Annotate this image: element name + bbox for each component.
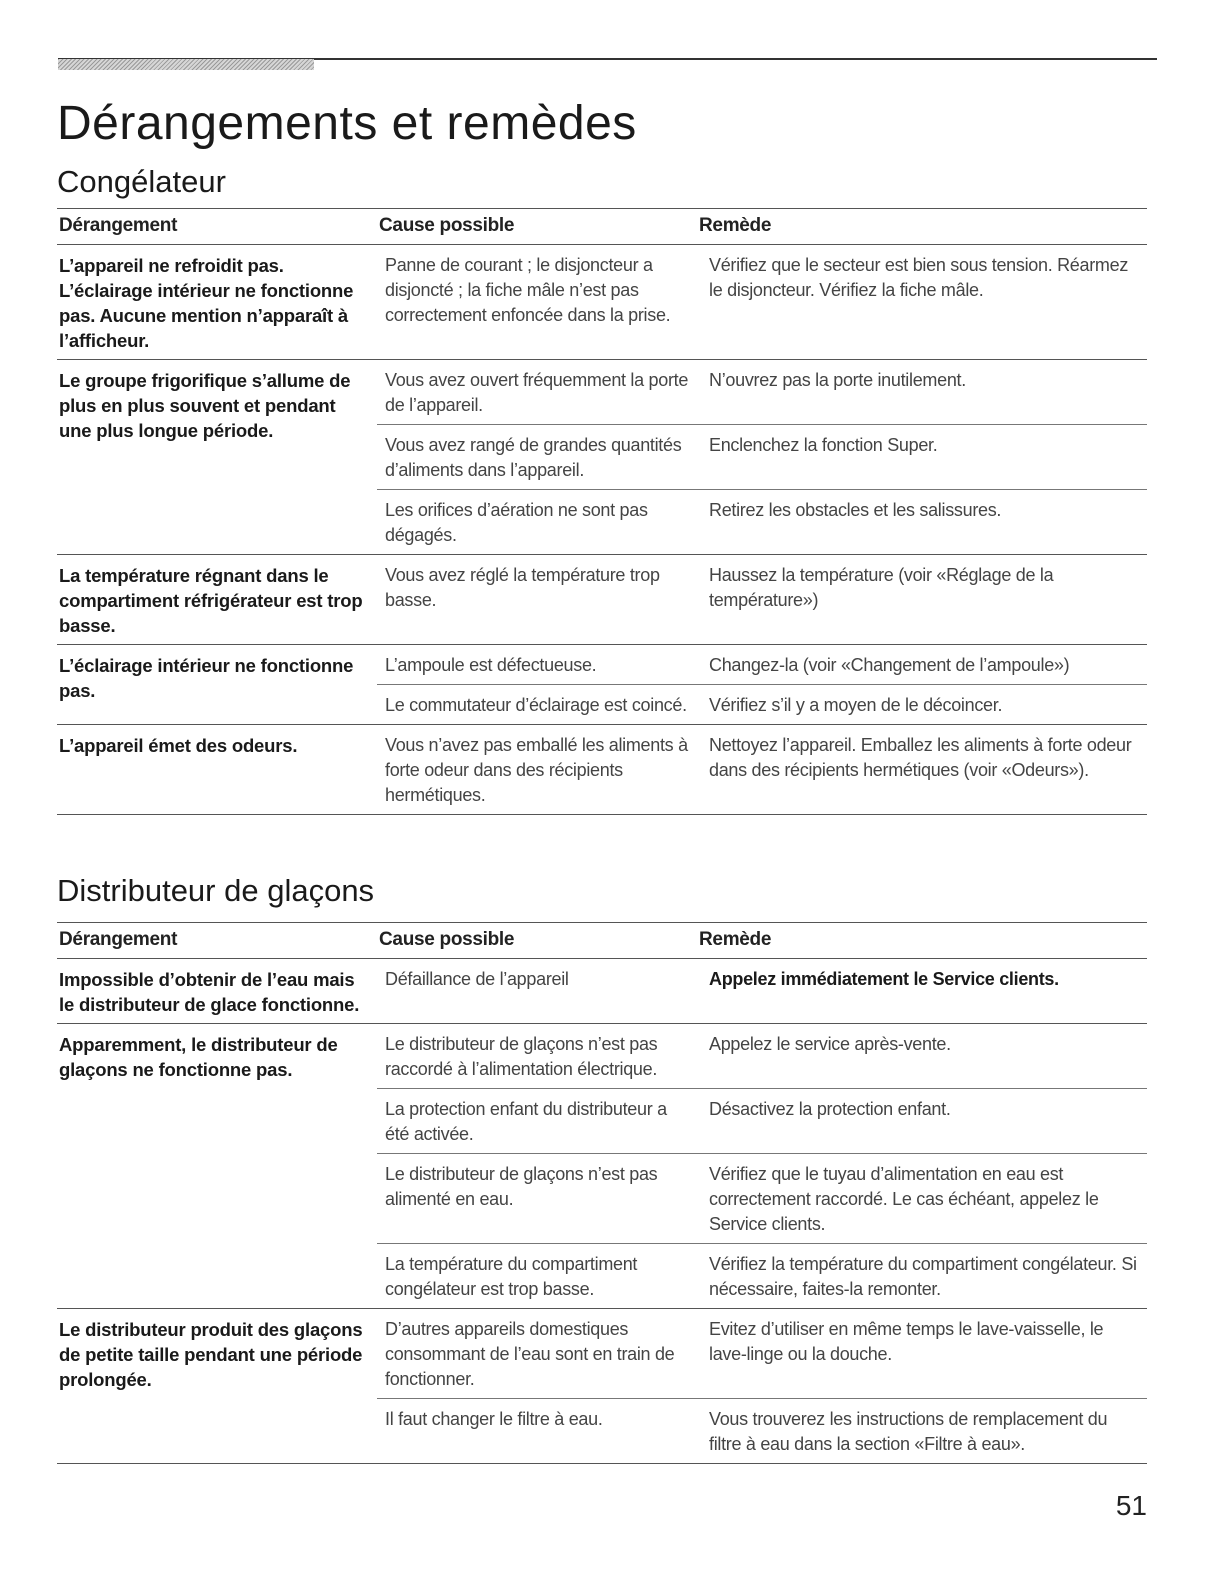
- table-row: [377, 725, 1147, 814]
- remedy-cell: Appelez le service après-vente.: [709, 1034, 951, 1054]
- cause-remedy-list: [377, 555, 1147, 644]
- cause-cell: Il faut changer le filtre à eau.: [385, 1409, 603, 1429]
- cause-cell: La température du compartiment congélateur est trop basse.: [385, 1254, 638, 1299]
- problem-label: Le groupe frigorifique s’allume de plus en plus souvent et pendant une plus longue période.: [59, 370, 351, 441]
- cause-cell: Panne de courant ; le disjoncteur a disjoncté ; la fiche mâle n’est pas correctement enfoncée dans la prise.: [385, 255, 671, 325]
- remedy-cell: Retirez les obstacles et les salissures.: [709, 500, 1002, 520]
- problem-group: [57, 555, 1147, 645]
- cause-cell: L’ampoule est défectueuse.: [385, 655, 597, 675]
- remedy-cell: Désactivez la protection enfant.: [709, 1099, 951, 1119]
- table-row: [377, 1024, 1147, 1088]
- cause-remedy-list: [377, 245, 1147, 359]
- column-header-remede: Remède: [699, 215, 772, 236]
- problem-label: Apparemment, le distributeur de glaçons ne fonctionne pas.: [59, 1034, 338, 1080]
- remedy-cell: Vous trouverez les instructions de remplacement du filtre à eau dans la section «Filtre à eau».: [709, 1409, 1108, 1454]
- column-header-derangement: Dérangement: [59, 929, 178, 950]
- cause-cell: La protection enfant du distributeur a été activée.: [385, 1099, 667, 1144]
- remedy-cell: Enclenchez la fonction Super.: [709, 435, 938, 455]
- problem-group: [57, 245, 1147, 360]
- problem-label: Le distributeur produit des glaçons de petite taille pendant une période prolongée.: [59, 1319, 363, 1390]
- table-row: [377, 360, 1147, 424]
- problem-label: L’appareil ne refroidit pas. L’éclairage intérieur ne fonctionne pas. Aucune mention n’apparaît à l’afficheur.: [59, 255, 354, 351]
- header-hatch-bar: [58, 59, 314, 70]
- table-row: [377, 645, 1147, 684]
- troubleshooting-table-congelateur: [57, 208, 1147, 815]
- remedy-cell: Haussez la température (voir «Réglage de la température»): [709, 565, 1054, 610]
- problem-group: [57, 1024, 1147, 1309]
- table-body: [57, 245, 1147, 815]
- table-row: [377, 424, 1147, 489]
- problem-label: L’appareil émet des odeurs.: [59, 735, 298, 756]
- cause-cell: Vous avez ouvert fréquemment la porte de l’appareil.: [385, 370, 689, 415]
- remedy-cell: Vérifiez que le tuyau d’alimentation en eau est correctement raccordé. Le cas échéant, appelez le Service clients.: [709, 1164, 1099, 1234]
- problem-label: Impossible d’obtenir de l’eau mais le distributeur de glace fonctionne.: [59, 969, 360, 1015]
- column-header-cause: Cause possible: [379, 929, 515, 950]
- remedy-cell: N’ouvrez pas la porte inutilement.: [709, 370, 966, 390]
- table-row: [377, 1153, 1147, 1243]
- column-header-cause: Cause possible: [379, 215, 515, 236]
- remedy-cell: Vérifiez que le secteur est bien sous tension. Réarmez le disjoncteur. Vérifiez la fiche mâle.: [709, 255, 1129, 300]
- problem-group: [57, 959, 1147, 1024]
- cause-remedy-list: [377, 360, 1147, 554]
- remedy-cell: Vérifiez s’il y a moyen de le décoincer.: [709, 695, 1003, 715]
- problem-group: [57, 1309, 1147, 1464]
- table-row: [377, 1309, 1147, 1398]
- column-header-derangement: Dérangement: [59, 215, 178, 236]
- remedy-cell: Appelez immédiatement le Service clients.: [709, 969, 1059, 989]
- cause-cell: Vous n’avez pas emballé les aliments à forte odeur dans des récipients hermétiques.: [385, 735, 688, 805]
- remedy-cell: Nettoyez l’appareil. Emballez les aliments à forte odeur dans des récipients hermétiques (voir «Odeurs»).: [709, 735, 1132, 780]
- cause-remedy-list: [377, 725, 1147, 814]
- problem-label: L’éclairage intérieur ne fonctionne pas.: [59, 655, 354, 701]
- table-row: [377, 1088, 1147, 1153]
- problem-group: [57, 725, 1147, 815]
- table-row: [377, 489, 1147, 554]
- table-row: [377, 959, 1147, 998]
- table-header: [57, 208, 1147, 245]
- troubleshooting-table-distributeur: [57, 922, 1147, 1464]
- cause-cell: Le distributeur de glaçons n’est pas alimenté en eau.: [385, 1164, 658, 1209]
- cause-remedy-list: [377, 959, 1147, 1023]
- problem-label: La température régnant dans le compartiment réfrigérateur est trop basse.: [59, 565, 363, 636]
- table-row: [377, 555, 1147, 619]
- cause-cell: Vous avez rangé de grandes quantités d’aliments dans l’appareil.: [385, 435, 682, 480]
- section-title-distributeur: Distributeur de glaçons: [57, 873, 375, 908]
- remedy-cell: Evitez d’utiliser en même temps le lave-vaisselle, le lave-linge ou la douche.: [709, 1319, 1104, 1364]
- cause-cell: D’autres appareils domestiques consommant de l’eau sont en train de fonctionner.: [385, 1319, 675, 1389]
- cause-cell: Défaillance de l’appareil: [385, 969, 569, 989]
- cause-cell: Vous avez réglé la température trop basse.: [385, 565, 660, 610]
- cause-remedy-list: [377, 645, 1147, 724]
- cause-remedy-list: [377, 1024, 1147, 1308]
- table-body: [57, 959, 1147, 1464]
- table-row: [377, 684, 1147, 724]
- problem-group: [57, 360, 1147, 555]
- remedy-cell: Vérifiez la température du compartiment congélateur. Si nécessaire, faites-la remonter.: [709, 1254, 1137, 1299]
- cause-cell: Le distributeur de glaçons n’est pas raccordé à l’alimentation électrique.: [385, 1034, 658, 1079]
- remedy-cell: Changez-la (voir «Changement de l’ampoule»): [709, 655, 1070, 675]
- table-header: [57, 922, 1147, 959]
- cause-cell: Le commutateur d’éclairage est coincé.: [385, 695, 687, 715]
- cause-cell: Les orifices d’aération ne sont pas dégagés.: [385, 500, 648, 545]
- page-title: Dérangements et remèdes: [57, 97, 637, 150]
- cause-remedy-list: [377, 1309, 1147, 1463]
- table-row: [377, 1398, 1147, 1463]
- problem-group: [57, 645, 1147, 725]
- page-number: 51: [1115, 1490, 1147, 1521]
- table-row: [377, 1243, 1147, 1308]
- section-title-congelateur: Congélateur: [57, 164, 226, 199]
- column-header-remede: Remède: [699, 929, 772, 950]
- table-row: [377, 245, 1147, 334]
